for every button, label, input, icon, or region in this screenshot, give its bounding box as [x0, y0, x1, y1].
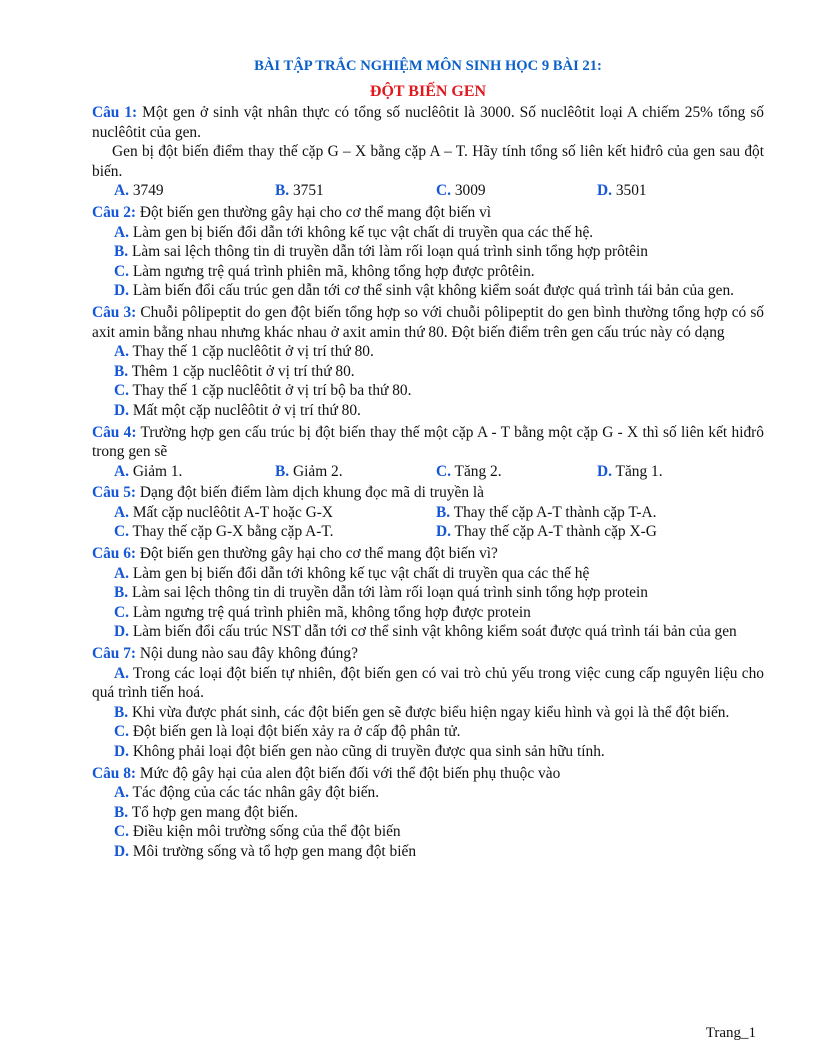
option-c[interactable]: C. Đột biến gen là loại đột biến xảy ra ở cấp độ phân tử. [114, 723, 461, 741]
question-4-options [92, 462, 764, 482]
question-7-stem: Câu 7: Nội dung nào sau đây không đúng? [92, 645, 358, 663]
question-1-extra: Gen bị đột biến điểm thay thế cặp G – X bằng cặp A – T. Hãy tính tổng số liên kết hiđrô của gen sau đột biến. [92, 143, 764, 180]
option-d[interactable]: D. Mất một cặp nuclêôtit ở vị trí thứ 80. [114, 401, 361, 419]
option-a[interactable]: A. Giảm 1. [114, 462, 183, 480]
question-1-label: Câu 1: [92, 104, 138, 121]
option-c[interactable]: C. Thay thế 1 cặp nuclêôtit ở vị trí bộ ba thứ 80. [114, 382, 412, 400]
option-b[interactable]: B. Làm sai lệch thông tin di truyền dẫn tới làm rối loạn quá trình sinh tổng hợp protein [114, 584, 648, 602]
question-8-stem: Câu 8: Mức độ gây hại của alen đột biến đối với thể đột biến phụ thuộc vào [92, 764, 561, 782]
question-2-stem: Câu 2: Đột biến gen thường gây hại cho cơ thể mang đột biến vì [92, 203, 492, 221]
option-c[interactable]: C. Tăng 2. [436, 462, 502, 480]
option-d[interactable]: D. Làm biến đổi cấu trúc NST dẫn tới cơ thể sinh vật không kiểm soát được quá trình tái bản của gen [114, 623, 737, 641]
page-number: Trang_1 [705, 1025, 756, 1041]
question-1-stem [92, 103, 764, 142]
option-b[interactable]: B. Làm sai lệch thông tin di truyền dẫn tới làm rối loạn quá trình sinh tổng hợp prôtêin [114, 243, 648, 261]
option-b[interactable]: B. Khi vừa được phát sinh, các đột biến gen sẽ được biểu hiện ngay kiểu hình và gọi là thể đột biến. [114, 703, 730, 721]
question-8 [92, 764, 764, 862]
option-a[interactable]: A. 3749 [114, 182, 164, 200]
question-1-options [92, 181, 764, 201]
option-c[interactable]: C. Thay thế cặp G-X bằng cặp A-T. [114, 523, 334, 541]
option-c[interactable]: C. Điều kiện môi trường sống của thể đột biến [114, 823, 401, 841]
question-3-stem: Câu 3: Chuỗi pôlipeptit do gen đột biến tổng hợp so với chuỗi pôlipeptit do gen bình thường tổng hợp có số axit amin bằng nhau nhưng khác nhau ở axit amin thứ 80. Đột biến điểm trên gen cấu trúc này có dạng [92, 303, 765, 341]
question-3 [92, 303, 764, 421]
document-title: BÀI TẬP TRẮC NGHIỆM MÔN SINH HỌC 9 BÀI 21: [254, 58, 602, 74]
option-b[interactable]: B. Tổ hợp gen mang đột biến. [114, 803, 298, 821]
option-a[interactable]: A. Làm gen bị biến đổi dẫn tới không kế tục vật chất di truyền qua các thế hệ. [114, 223, 594, 241]
question-5-options-row-1 [92, 503, 764, 523]
question-6 [92, 544, 764, 642]
option-a[interactable]: A. Thay thế 1 cặp nuclêôtit ở vị trí thứ 80. [114, 343, 374, 361]
option-c[interactable]: C. Làm ngưng trệ quá trình phiên mã, không tổng hợp được protein [114, 603, 531, 621]
question-1 [92, 103, 764, 201]
document-subtitle: ĐỘT BIẾN GEN [369, 83, 487, 100]
option-d[interactable]: D. 3501 [597, 182, 647, 200]
option-d[interactable]: D. Làm biến đổi cấu trúc gen dẫn tới cơ thể sinh vật không kiểm soát được quá trình tái bản của gen. [114, 282, 735, 300]
option-a[interactable]: A. Tác động của các tác nhân gây đột biến. [114, 784, 380, 802]
question-5 [92, 483, 764, 542]
option-c[interactable]: C. 3009 [436, 182, 486, 200]
option-a[interactable]: A. Mất cặp nuclêôtit A-T hoặc G-X [114, 503, 333, 521]
question-7 [92, 644, 764, 762]
question-4-stem: Câu 4: Trường hợp gen cấu trúc bị đột biến thay thế một cặp A - T bằng một cặp G - X thì số liên kết hiđrô trong gen sẽ [92, 423, 764, 461]
question-5-options-row-2 [92, 522, 764, 542]
option-a[interactable]: A. Trong các loại đột biến tự nhiên, đột biến gen có vai trò chủ yếu trong việc cung cấp nguyên liệu cho quá trình tiến hoá. [92, 664, 764, 702]
question-5-stem: Câu 5: Dạng đột biến điểm làm dịch khung đọc mã di truyền là [92, 484, 484, 502]
option-d[interactable]: D. Môi trường sống và tổ hợp gen mang đột biến [114, 842, 417, 860]
option-d[interactable]: D. Tăng 1. [597, 462, 663, 480]
option-d[interactable]: D. Thay thế cặp A-T thành cặp X-G [436, 523, 657, 541]
option-b[interactable]: B. Thay thế cặp A-T thành cặp T-A. [436, 503, 657, 521]
option-c[interactable]: C. Làm ngưng trệ quá trình phiên mã, không tổng hợp được prôtêin. [114, 262, 535, 280]
question-1-text: Một gen ở sinh vật nhân thực có tổng số nuclêôtit là 3000. Số nuclêôtit loại A chiếm 25% tổng số nuclêôtit của gen. [92, 104, 764, 141]
option-b[interactable]: B. Giảm 2. [275, 462, 343, 480]
option-b[interactable]: B. Thêm 1 cặp nuclêôtit ở vị trí thứ 80. [114, 362, 355, 380]
question-4 [92, 423, 764, 482]
question-6-stem: Câu 6: Đột biến gen thường gây hại cho cơ thể mang đột biến vì? [92, 545, 498, 563]
option-d[interactable]: D. Không phải loại đột biến gen nào cũng di truyền được qua sinh sản hữu tính. [114, 743, 605, 760]
question-2 [92, 203, 764, 301]
option-b[interactable]: B. 3751 [275, 182, 324, 200]
option-a[interactable]: A. Làm gen bị biến đổi dẫn tới không kế tục vật chất di truyền qua các thế hệ [114, 564, 590, 582]
